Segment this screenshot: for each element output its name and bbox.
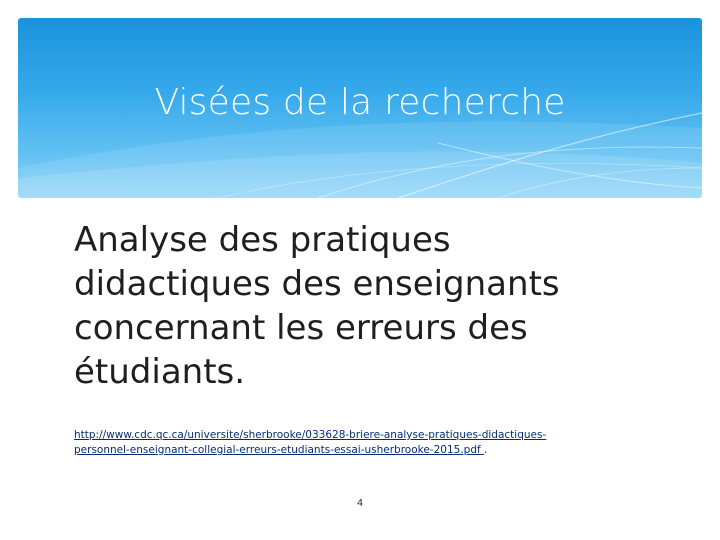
reference-link[interactable]: [74, 429, 546, 456]
reference-link-line1: http://www.cdc.qc.ca/universite/sherbrooke/033628-briere-analyse-pratiques-didactiques-: [74, 429, 547, 441]
page-number: 4: [356, 498, 364, 509]
reference-link-block: [74, 428, 674, 458]
reference-link-line2: personnel-enseignant-collegial-erreurs-etudiants-essai-usherbrooke-2015.pdf: [74, 444, 481, 456]
body-line: Analyse des pratiques: [74, 220, 451, 260]
slide-title: Visées de la recherche: [154, 82, 566, 123]
body-line: concernant les erreurs des: [74, 308, 528, 348]
slide-body: [74, 218, 674, 394]
body-line: étudiants.: [74, 352, 246, 392]
reference-link-suffix: .: [484, 444, 488, 456]
body-line: didactiques des enseignants: [74, 264, 560, 304]
